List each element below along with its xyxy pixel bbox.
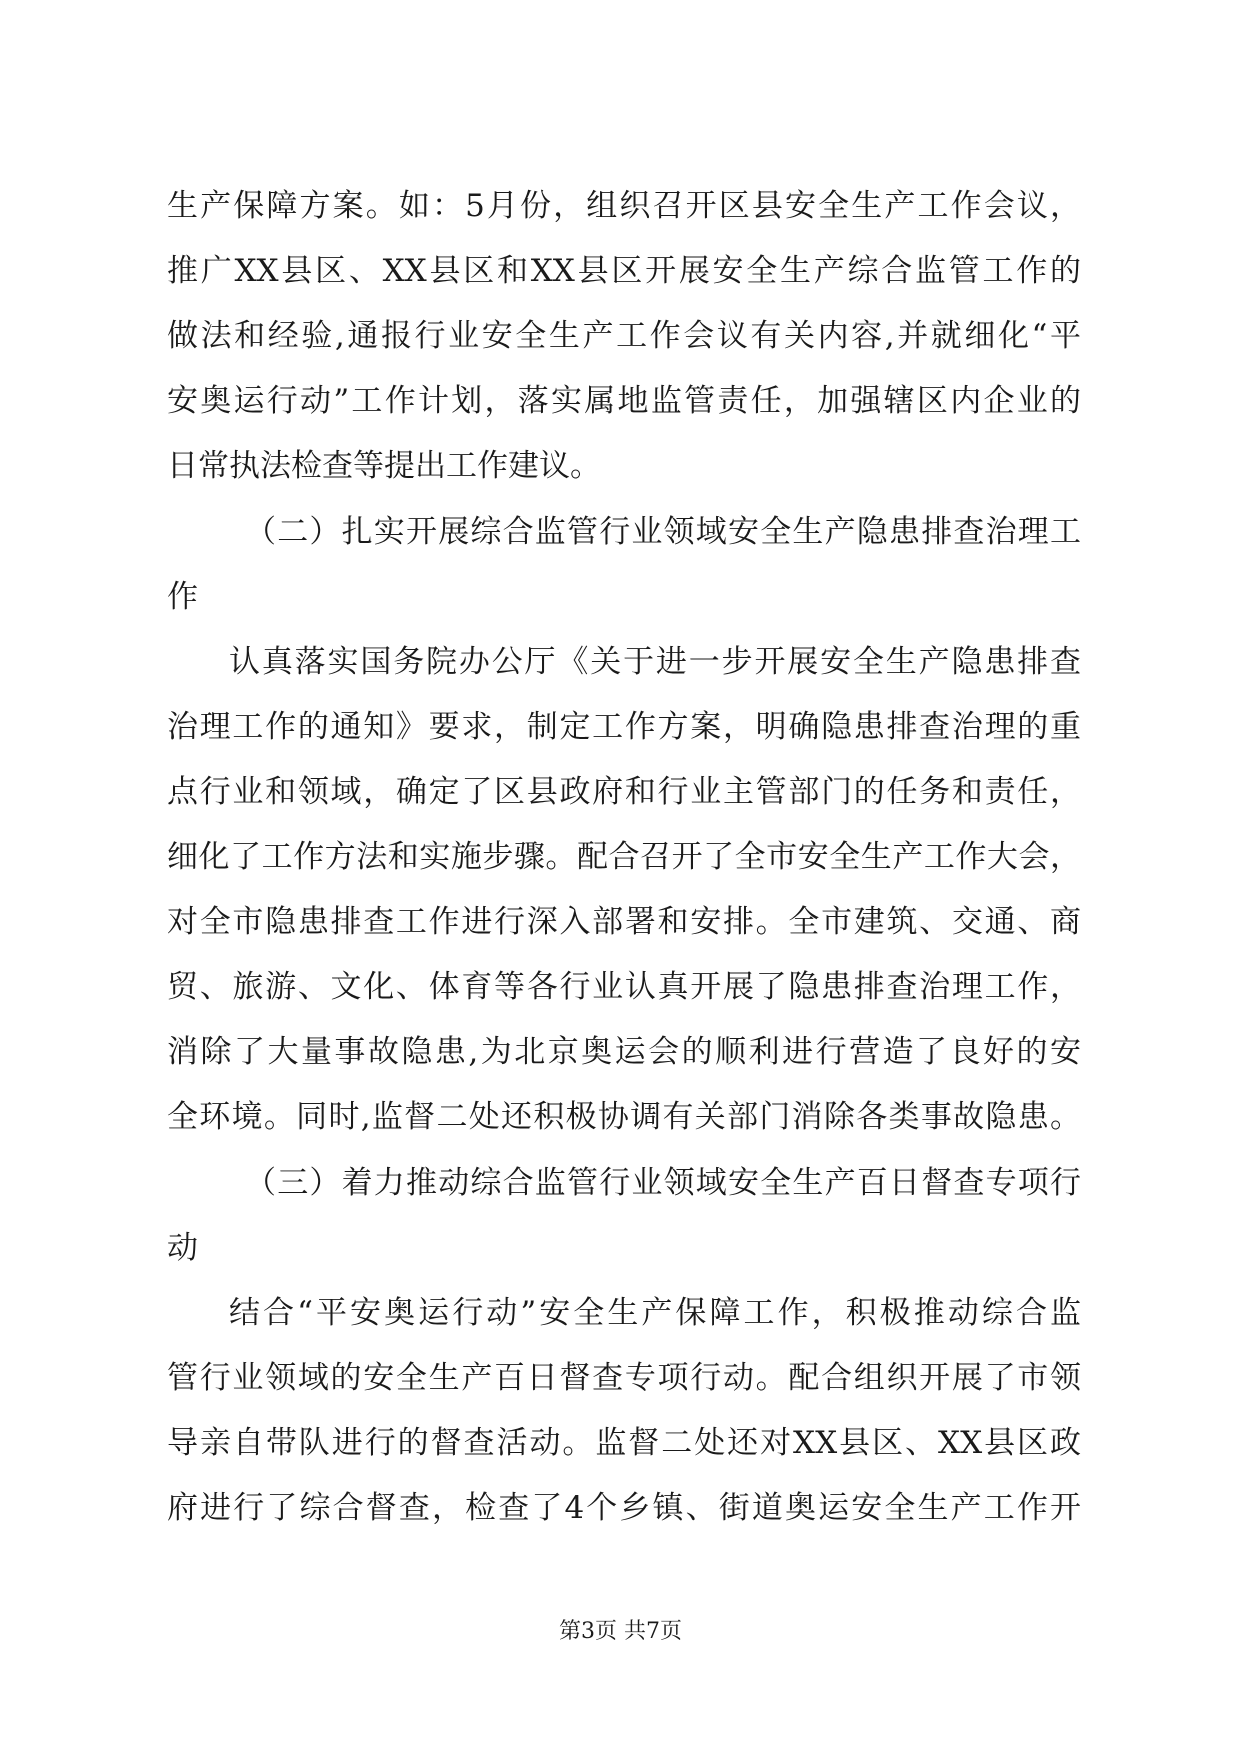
body-text-line: 消除了大量事故隐患,为北京奥运会的顺利进行营造了良好的安: [167, 1034, 1081, 1070]
body-text-line: 导亲自带队进行的督查活动。监督二处还对XX县区、XX县区政: [167, 1425, 1081, 1461]
body-text-line: 安奥运行动”工作计划，落实属地监管责任，加强辖区内企业的: [167, 383, 1081, 419]
section-heading: 动: [167, 1230, 198, 1266]
body-text-line: 结合“平安奥运行动”安全生产保障工作，积极推动综合监: [229, 1295, 1081, 1331]
body-text-line: 对全市隐患排查工作进行深入部署和安排。全市建筑、交通、商: [167, 904, 1081, 940]
body-text-line: 生产保障方案。如：5月份，组织召开区县安全生产工作会议，: [167, 188, 1081, 224]
body-text-line: 认真落实国务院办公厅《关于进一步开展安全生产隐患排查: [229, 644, 1081, 680]
body-text-line: 细化了工作方法和实施步骤。配合召开了全市安全生产工作大会，: [167, 839, 1081, 875]
page-number-footer: [0, 1617, 1241, 1647]
body-text-line: 贸、旅游、文化、体育等各行业认真开展了隐患排查治理工作，: [167, 969, 1081, 1005]
section-heading: （二）扎实开展综合监管行业领域安全生产隐患排查治理工: [245, 514, 1081, 550]
body-text-line: 府进行了综合督查，检查了4个乡镇、街道奥运安全生产工作开: [167, 1490, 1081, 1526]
body-text-line: 全环境。同时,监督二处还积极协调有关部门消除各类事故隐患。: [167, 1099, 1081, 1135]
body-text-line: 点行业和领域，确定了区县政府和行业主管部门的任务和责任，: [167, 774, 1081, 810]
body-text-line: 管行业领域的安全生产百日督查专项行动。配合组织开展了市领: [167, 1360, 1081, 1396]
body-text-line: 日常执法检查等提出工作建议。: [167, 448, 601, 484]
body-text-line: 做法和经验,通报行业安全生产工作会议有关内容,并就细化“平: [167, 318, 1081, 354]
body-text-line: 推广XX县区、XX县区和XX县区开展安全生产综合监管工作的: [167, 253, 1081, 289]
section-heading: （三）着力推动综合监管行业领域安全生产百日督查专项行: [245, 1165, 1081, 1201]
body-text-line: 治理工作的通知》要求，制定工作方案，明确隐患排查治理的重: [167, 709, 1081, 745]
section-heading: 作: [167, 579, 198, 615]
page-number: 第3页 共7页: [559, 1619, 682, 1644]
